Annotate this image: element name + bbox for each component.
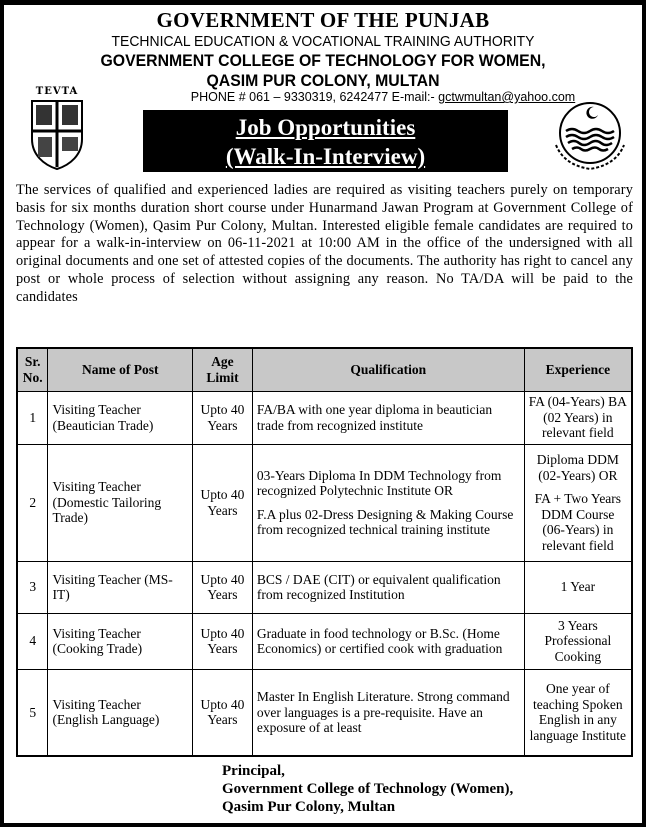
experience-cell [524, 613, 632, 669]
post-cell [48, 561, 193, 613]
col-qualification: Qualification [252, 348, 524, 391]
banner-title: Job Opportunities [235, 115, 416, 140]
experience-cell-text: One year of teaching Spoken English in any language Institute [529, 681, 627, 743]
post-cell [48, 391, 193, 444]
email-link[interactable]: gctwmultan@yahoo.com [438, 90, 576, 104]
qualification-cell [252, 391, 524, 444]
sr-cell [17, 391, 48, 444]
qualification-cell-text: 03-Years Diploma In DDM Technology from recognized Polytechnic Institute OR [256, 467, 502, 498]
experience-cell-text-2: FA + Two Years DDM Course (06-Years) in relevant field [534, 491, 622, 553]
experience-cell-text: 3 Years Professional Cooking [544, 617, 612, 664]
experience-cell-text: 1 Year [560, 579, 596, 595]
qualification-cell [252, 613, 524, 669]
table-row [17, 613, 632, 669]
experience-cell [524, 444, 632, 561]
header-authority: TECHNICAL EDUCATION & VOCATIONAL TRAINING AUTHORITY [111, 33, 535, 50]
tevta-logo [18, 86, 96, 172]
qualification-cell [252, 561, 524, 613]
qualification-cell [252, 669, 524, 756]
age-cell [193, 613, 253, 669]
phone-text: PHONE # 061 – 9330319, 6242477 E-mail:- [190, 90, 439, 104]
age-cell [193, 391, 253, 444]
post-cell-text: Visiting Teacher (English Language) [52, 696, 160, 728]
age-cell-text: Upto 40 Years [200, 571, 245, 602]
experience-cell-text: Diploma DDM (02-Years) OR [536, 452, 619, 483]
sr-cell [17, 613, 48, 669]
col-sr: Sr. No. [17, 348, 48, 391]
qualification-cell-text: Master In English Literature. Strong command over languages is a pre-requisite. Have an exposure of at least [256, 689, 510, 735]
jobs-table [16, 347, 633, 757]
table-row [17, 444, 632, 561]
experience-cell [524, 391, 632, 444]
job-banner [143, 110, 508, 172]
age-cell [193, 444, 253, 561]
post-cell-text: Visiting Teacher (Cooking Trade) [52, 625, 143, 656]
sr-cell [17, 669, 48, 756]
age-cell [193, 561, 253, 613]
age-cell-text: Upto 40 Years [200, 487, 245, 518]
punjab-emblem [550, 95, 630, 175]
sr-cell [17, 444, 48, 561]
col-post: Name of Post [48, 348, 193, 391]
post-cell-text: Visiting Teacher (Beautician Trade) [52, 402, 154, 433]
table-row [17, 561, 632, 613]
table-row [17, 391, 632, 444]
age-cell [193, 669, 253, 756]
sr-cell [17, 561, 48, 613]
qualification-cell [252, 444, 524, 561]
advertisement-body: The services of qualified and experienced ladies are required as visiting teachers purely on temporary basis for six months duration short course under Hunarmand Jawan Program at Government College of Technology (Women), Qasim Pur Colony, Multan. Interested eligible female candidates are required to appear for a walk-in-interview on 06-11-2021 at 10:00 AM in the office of the undersigned with all original documents and one set of attested copies of the documents. The authority has right to cancel any post or whole process of selection without assigning any reason. No TA/DA will be paid to the candidates [16, 182, 633, 305]
col-age: Age Limit [193, 348, 253, 391]
tevta-logo-text: TEVTA [35, 86, 79, 97]
header-college: GOVERNMENT COLLEGE OF TECHNOLOGY FOR WOMEN, [100, 51, 546, 70]
age-cell-text: Upto 40 Years [200, 402, 245, 433]
sr-cell-text: 4 [29, 633, 37, 649]
col-experience: Experience [524, 348, 632, 391]
signature-college: Government College of Technology (Women), [222, 781, 514, 797]
qualification-cell-text-2: F.A plus 02-Dress Designing & Making Course from recognized technical training institute [256, 506, 514, 537]
post-cell-text: Visiting Teacher (MS-IT) [52, 571, 173, 602]
table-row [17, 669, 632, 756]
sr-cell-text: 3 [29, 579, 37, 595]
post-cell [48, 669, 193, 756]
banner-subtitle: (Walk-In-Interview) [225, 144, 426, 169]
qualification-cell-text: BCS / DAE (CIT) or equivalent qualification from recognized Institution [256, 571, 501, 602]
post-cell-text: Visiting Teacher (Domestic Tailoring Trade) [52, 479, 162, 526]
age-cell-text: Upto 40 Years [200, 696, 245, 728]
signature-address: Qasim Pur Colony, Multan [222, 799, 396, 815]
table-header-row [17, 348, 632, 391]
sr-cell-text: 1 [29, 409, 37, 425]
header-government: GOVERNMENT OF THE PUNJAB [156, 8, 490, 32]
header-address: QASIM PUR COLONY, MULTAN [206, 71, 440, 90]
qualification-cell-text: FA/BA with one year diploma in beautician trade from recognized institute [256, 402, 493, 433]
sr-cell-text: 5 [29, 704, 37, 720]
signature-title: Principal, [222, 763, 285, 779]
experience-cell [524, 561, 632, 613]
post-cell [48, 613, 193, 669]
qualification-cell-text: Graduate in food technology or B.Sc. (Home Economics) or certified cook with graduation [256, 625, 503, 656]
post-cell [48, 444, 193, 561]
experience-cell [524, 669, 632, 756]
age-cell-text: Upto 40 Years [200, 625, 245, 656]
sr-cell-text: 2 [29, 494, 37, 510]
signature-block [222, 762, 513, 816]
experience-cell-text: FA (04-Years) BA (02 Years) in relevant field [528, 394, 627, 441]
